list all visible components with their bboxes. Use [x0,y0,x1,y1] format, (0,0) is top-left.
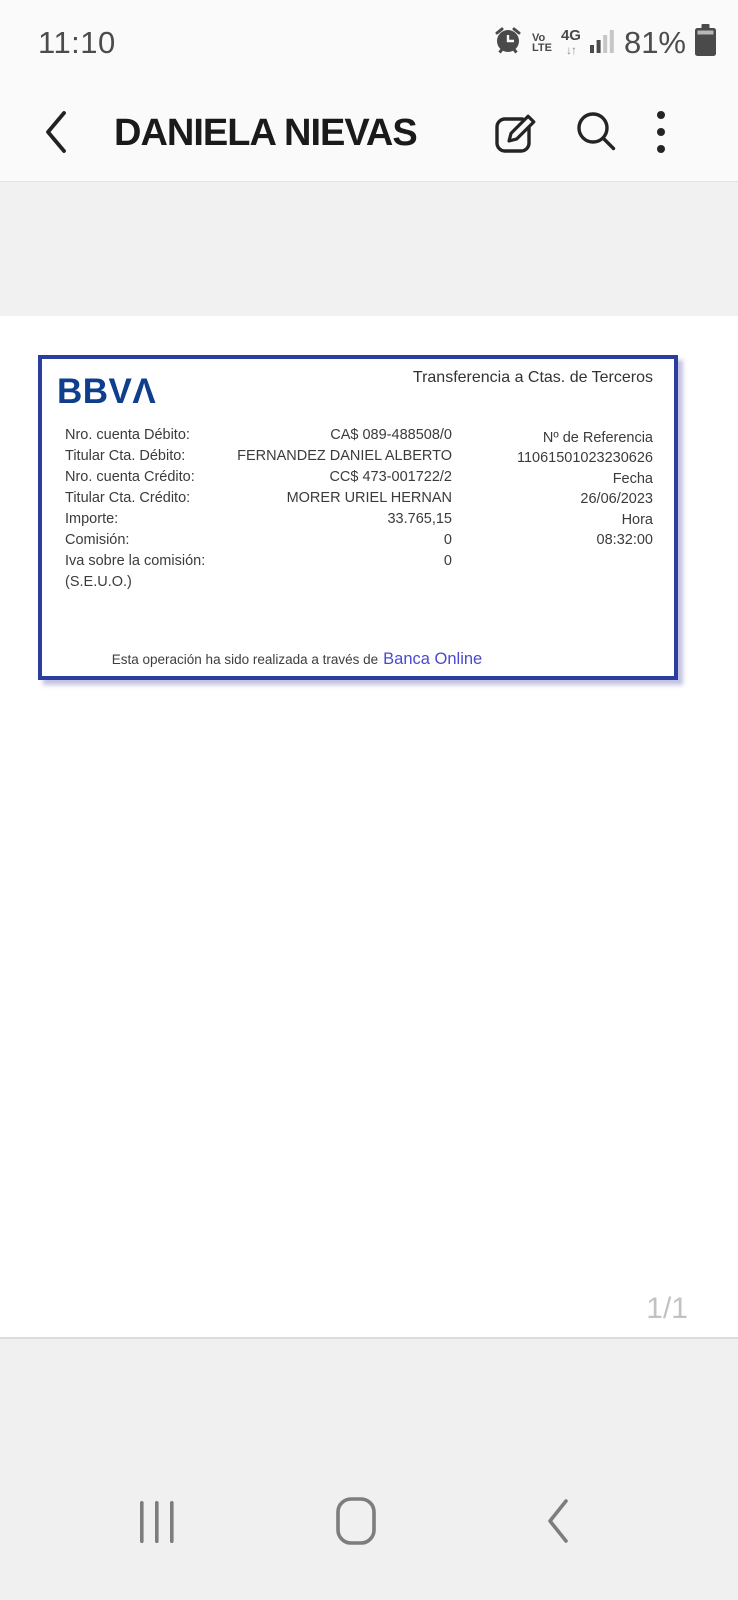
time-group [517,511,653,550]
meta-label: Hora [621,512,653,528]
alarm-icon [493,25,523,60]
receipt-meta [517,429,653,552]
meta-label: Fecha [612,471,653,487]
top-section [0,0,738,181]
back-button[interactable] [32,105,80,161]
field-label: Importe: [65,511,119,527]
date-group [517,470,653,509]
compose-icon [490,106,542,161]
receipt-field-row [65,551,452,572]
data-arrows-icon: ↓↑ [565,42,576,57]
network-indicator [560,26,581,57]
document-page[interactable] [0,316,738,1337]
field-value: MORER URIEL HERNAN [286,490,452,506]
viewer-top-margin [0,181,738,316]
receipt-field-row [65,425,452,446]
status-bar [0,0,738,85]
home-icon [335,1496,377,1549]
receipt-field-row [65,509,452,530]
more-options-button[interactable] [650,105,672,161]
chevron-left-icon [43,109,69,158]
header-actions [490,105,672,161]
receipt-field-row [65,446,452,467]
battery-icon [695,24,716,61]
field-value: CA$ 089-488508/0 [330,427,452,443]
field-value: FERNANDEZ DANIEL ALBERTO [237,448,452,464]
status-icons [493,24,716,61]
receipt-field-row [65,572,452,593]
search-icon [572,108,620,159]
field-label: Comisión: [65,532,130,548]
field-label: Titular Cta. Crédito: [65,490,191,506]
network-type: 4G [560,26,581,44]
nav-home-button[interactable] [332,1495,380,1549]
field-label: Nro. cuenta Crédito: [65,469,195,485]
recents-icon [139,1499,175,1548]
bank-receipt [38,355,678,680]
receipt-field-row [65,488,452,509]
nav-recents-button[interactable] [133,1499,181,1547]
field-label: (S.E.U.O.) [65,574,132,590]
reference-group [517,429,653,468]
volte-bottom: LTE [531,41,552,54]
back-icon [545,1498,571,1547]
receipt-title: Transferencia a Ctas. de Terceros [412,369,653,386]
nav-back-button[interactable] [538,1497,578,1547]
receipt-field-row [65,467,452,488]
page-indicator: 1/1 [646,1292,688,1325]
battery-percent: 81% [623,24,686,60]
field-label: Titular Cta. Débito: [65,448,186,464]
footer-text: Esta operación ha sido realizada a través de [111,652,379,667]
bbva-logo: BBVΛ [57,372,157,411]
page-title: DANIELA NIEVAS [114,111,417,154]
volte-top: Vo [531,31,546,44]
app-header [0,85,738,181]
field-label: Nro. cuenta Débito: [65,427,190,443]
receipt-footer [87,650,507,669]
vertical-ellipsis-icon [656,109,666,158]
volte-indicator [532,33,552,53]
edit-button[interactable] [490,105,542,161]
field-value: 33.765,15 [387,511,452,527]
search-button[interactable] [570,105,622,161]
meta-label: Nº de Referencia [542,430,653,446]
bottom-bar [0,1339,738,1600]
status-time: 11:10 [38,24,116,60]
field-label: Iva sobre la comisión: [65,553,206,569]
field-value: CC$ 473-001722/2 [329,469,452,485]
banca-online-link: Banca Online [383,650,483,668]
signal-bars-icon [590,27,615,58]
meta-value: 26/06/2023 [580,490,653,507]
receipt-field-row [65,530,452,551]
receipt-fields [65,425,452,593]
field-value: 0 [443,553,452,569]
meta-value: 11061501023230626 [516,449,653,466]
meta-value: 08:32:00 [596,531,653,548]
field-value: 0 [443,532,452,548]
